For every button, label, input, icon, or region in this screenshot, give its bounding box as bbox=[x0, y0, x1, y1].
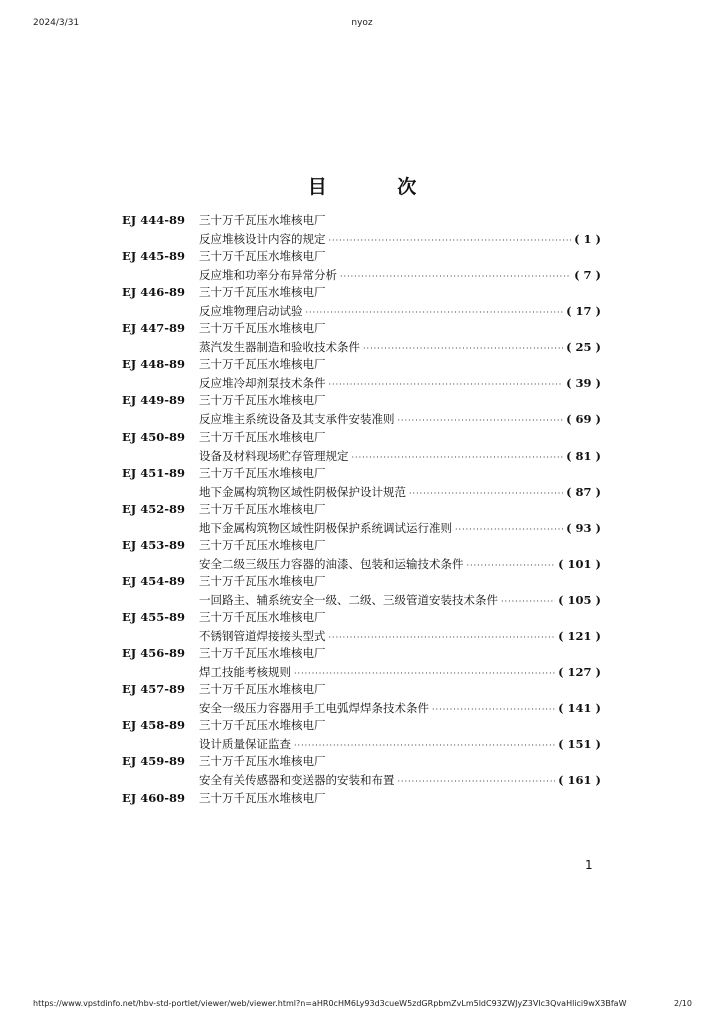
entry-subtitle: 设备及材料现场贮存管理规定 bbox=[199, 448, 349, 463]
entry-series-title: 三十万千瓦压水堆核电厂 bbox=[199, 573, 326, 588]
entry-series-title: 三十万千瓦压水堆核电厂 bbox=[199, 610, 326, 625]
standard-code: EJ 452-89 bbox=[122, 501, 185, 516]
toc-entry bbox=[0, 609, 724, 645]
standard-code: EJ 444-89 bbox=[122, 213, 185, 227]
entry-subtitle: 安全有关传感器和变送器的安装和布置 bbox=[199, 773, 395, 788]
standard-code: EJ 459-89 bbox=[122, 754, 185, 769]
entry-series-title: 三十万千瓦压水堆核电厂 bbox=[199, 321, 326, 336]
entry-subtitle: 地下金属构筑物区域性阴极保护设计规范 bbox=[199, 484, 406, 499]
entry-page-ref: ( 39 ) bbox=[566, 376, 601, 391]
entry-detail-line bbox=[199, 374, 601, 392]
entry-subtitle: 不锈钢管道焊接接头型式 bbox=[199, 629, 326, 644]
entry-subtitle: 安全一级压力容器用手工电弧焊焊条技术条件 bbox=[199, 701, 429, 716]
entry-detail-line bbox=[199, 627, 601, 645]
entry-detail-line bbox=[199, 410, 601, 428]
entry-series-title: 三十万千瓦压水堆核电厂 bbox=[199, 357, 326, 372]
toc-entry bbox=[0, 212, 724, 248]
entry-series-title: 三十万千瓦压水堆核电厂 bbox=[199, 537, 326, 552]
toc-entry bbox=[0, 501, 724, 537]
toc-entry bbox=[0, 681, 724, 717]
entry-detail-line bbox=[199, 663, 601, 681]
standard-code: EJ 453-89 bbox=[122, 537, 185, 552]
standard-code: EJ 447-89 bbox=[122, 321, 185, 336]
toc-entry bbox=[0, 645, 724, 681]
entry-detail-line bbox=[199, 519, 601, 537]
toc-entry bbox=[0, 790, 724, 826]
entry-page-ref: ( 87 ) bbox=[566, 484, 601, 499]
entry-series-title: 三十万千瓦压水堆核电厂 bbox=[199, 501, 326, 516]
entry-subtitle: 地下金属构筑物区域性阴极保护系统调试运行准则 bbox=[199, 520, 452, 535]
entry-detail-line bbox=[199, 735, 601, 753]
standard-code: EJ 455-89 bbox=[122, 610, 185, 625]
toc-entry bbox=[0, 320, 724, 356]
entry-page-ref: ( 1 ) bbox=[574, 232, 601, 246]
entry-subtitle: 一回路主、辅系统安全一级、二级、三级管道安装技术条件 bbox=[199, 592, 498, 607]
print-footer-page-count: 2/10 bbox=[674, 999, 692, 1008]
entry-page-ref: ( 17 ) bbox=[566, 304, 601, 319]
entry-detail-line bbox=[199, 699, 601, 717]
toc-entry bbox=[0, 248, 724, 284]
entry-page-ref: ( 69 ) bbox=[566, 412, 601, 427]
toc-entry bbox=[0, 537, 724, 573]
standard-code: EJ 460-89 bbox=[122, 790, 185, 805]
entry-detail-line bbox=[199, 230, 601, 248]
toc-entry bbox=[0, 573, 724, 609]
standard-code: EJ 454-89 bbox=[122, 573, 185, 588]
page-number: 1 bbox=[585, 858, 593, 872]
toc-entry bbox=[0, 284, 724, 320]
entry-series-title: 三十万千瓦压水堆核电厂 bbox=[199, 213, 326, 227]
entry-page-ref: ( 127 ) bbox=[558, 665, 601, 680]
entry-page-ref: ( 101 ) bbox=[558, 556, 601, 571]
entry-detail-line bbox=[199, 302, 601, 320]
toc-entry bbox=[0, 717, 724, 753]
entry-subtitle: 反应堆冷却剂泵技术条件 bbox=[199, 376, 326, 391]
entry-series-title: 三十万千瓦压水堆核电厂 bbox=[199, 465, 326, 480]
entry-subtitle: 反应堆核设计内容的规定 bbox=[199, 232, 326, 246]
entry-detail-line bbox=[199, 483, 601, 501]
entry-series-title: 三十万千瓦压水堆核电厂 bbox=[199, 393, 326, 408]
print-footer-url: https://www.vpstdinfo.net/hbv-std-portlet/viewer/web/viewer.html?n=aHR0cHM6Ly93d3cueW5zdGRpbmZvLm5ldC93ZWJyZ3VIc3QvaHlici9wX3BfaW bbox=[33, 999, 627, 1008]
standard-code: EJ 451-89 bbox=[122, 465, 185, 480]
entry-page-ref: ( 121 ) bbox=[558, 629, 601, 644]
entry-subtitle: 反应堆主系统设备及其支承件安装准则 bbox=[199, 412, 395, 427]
entry-detail-line bbox=[199, 555, 601, 573]
entry-subtitle: 安全二级三级压力容器的油漆、包装和运输技术条件 bbox=[199, 556, 464, 571]
toc-entry bbox=[0, 753, 724, 789]
standard-code: EJ 456-89 bbox=[122, 646, 185, 661]
entry-page-ref: ( 151 ) bbox=[558, 737, 601, 752]
entry-series-title: 三十万千瓦压水堆核电厂 bbox=[199, 429, 326, 444]
standard-code: EJ 445-89 bbox=[122, 249, 185, 264]
toc-entry bbox=[0, 429, 724, 465]
entry-page-ref: ( 105 ) bbox=[558, 592, 601, 607]
toc-entry bbox=[0, 465, 724, 501]
entry-detail-line bbox=[199, 266, 601, 284]
entry-page-ref: ( 161 ) bbox=[558, 773, 601, 788]
entry-detail-line bbox=[199, 338, 601, 356]
entry-series-title: 三十万千瓦压水堆核电厂 bbox=[199, 754, 326, 769]
entry-page-ref: ( 25 ) bbox=[566, 340, 601, 355]
entry-series-title: 三十万千瓦压水堆核电厂 bbox=[199, 790, 326, 805]
entry-series-title: 三十万千瓦压水堆核电厂 bbox=[199, 646, 326, 661]
entry-page-ref: ( 93 ) bbox=[566, 520, 601, 535]
entry-subtitle: 设计质量保证监查 bbox=[199, 737, 291, 752]
print-header-title: nyoz bbox=[351, 18, 373, 28]
standard-code: EJ 448-89 bbox=[122, 357, 185, 372]
entry-subtitle: 蒸汽发生器制造和验收技术条件 bbox=[199, 340, 360, 355]
entry-page-ref: ( 7 ) bbox=[574, 268, 601, 283]
entry-detail-line bbox=[199, 591, 601, 609]
standard-code: EJ 446-89 bbox=[122, 285, 185, 300]
standard-code: EJ 450-89 bbox=[122, 429, 185, 444]
table-of-contents bbox=[0, 212, 724, 826]
standard-code: EJ 458-89 bbox=[122, 718, 185, 733]
entry-series-title: 三十万千瓦压水堆核电厂 bbox=[199, 718, 326, 733]
entry-series-title: 三十万千瓦压水堆核电厂 bbox=[199, 249, 326, 264]
entry-detail-line bbox=[199, 447, 601, 465]
standard-code: EJ 457-89 bbox=[122, 682, 185, 697]
toc-entry bbox=[0, 392, 724, 428]
entry-subtitle: 反应堆物理启动试验 bbox=[199, 304, 303, 319]
entry-page-ref: ( 141 ) bbox=[558, 701, 601, 716]
entry-subtitle: 焊工技能考核规则 bbox=[199, 665, 291, 680]
table-of-contents-title: 目 次 bbox=[307, 176, 449, 198]
print-header-date: 2024/3/31 bbox=[33, 18, 80, 28]
toc-entry bbox=[0, 356, 724, 392]
entry-series-title: 三十万千瓦压水堆核电厂 bbox=[199, 285, 326, 300]
entry-series-title: 三十万千瓦压水堆核电厂 bbox=[199, 682, 326, 697]
entry-page-ref: ( 81 ) bbox=[566, 448, 601, 463]
entry-detail-line bbox=[199, 771, 601, 789]
standard-code: EJ 449-89 bbox=[122, 393, 185, 408]
entry-subtitle: 反应堆和功率分布异常分析 bbox=[199, 268, 337, 283]
